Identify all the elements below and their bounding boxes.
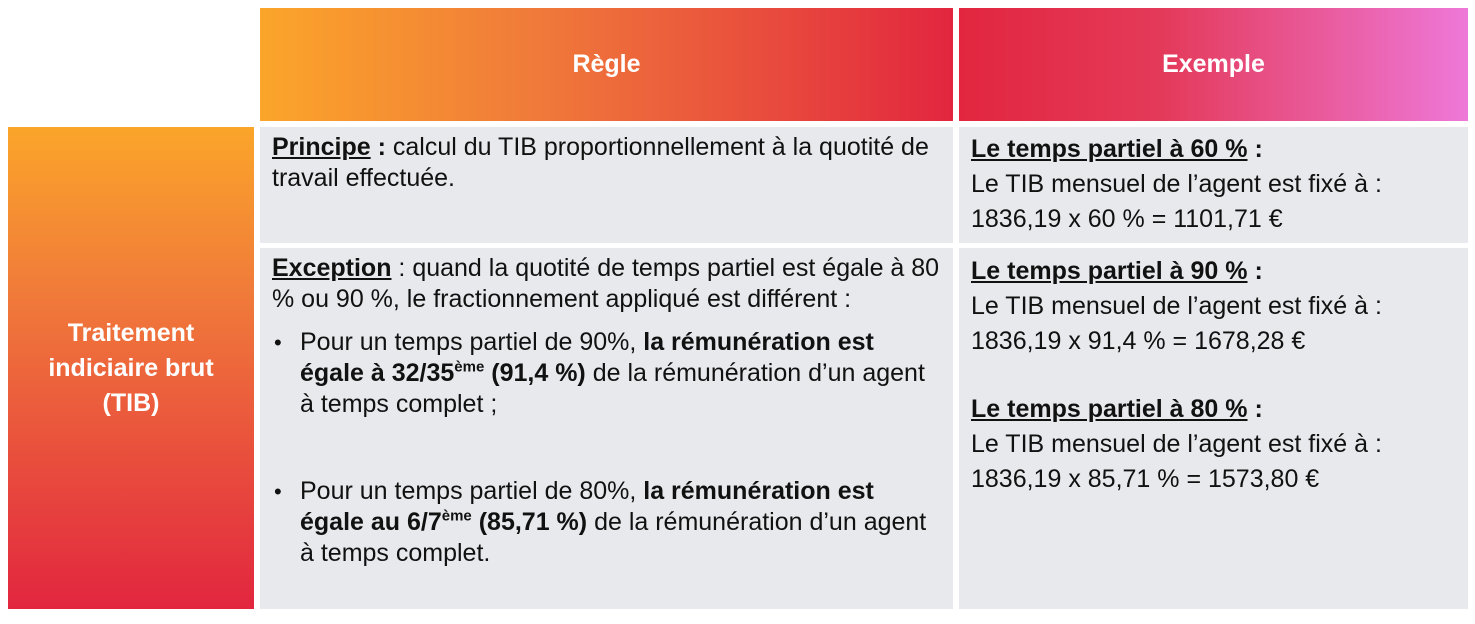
principe-title: Principe bbox=[272, 133, 371, 161]
bullet-90-after: de la rémunération d’un agent à temps complet ; bbox=[300, 359, 925, 418]
example-60-line1: Le TIB mensuel de l’agent est fixé à : bbox=[971, 170, 1382, 198]
bullet-80-bold2: (85,71 %) bbox=[471, 508, 588, 536]
principe-paragraph bbox=[272, 132, 941, 194]
exception-intro: : quand la quotité de temps partiel est égale à 80 % ou 90 %, le fractionnement appliqué est différent : bbox=[272, 254, 940, 313]
header-regle-label: Règle bbox=[572, 50, 641, 78]
principe-cell bbox=[260, 127, 953, 243]
bullet-90-sup: ème bbox=[454, 358, 485, 376]
example-90-heading bbox=[971, 254, 1456, 289]
example-60-title: Le temps partiel à 60 % bbox=[971, 135, 1248, 163]
exception-title: Exception bbox=[272, 254, 392, 282]
row-label-tib bbox=[8, 127, 254, 609]
principe-text: calcul du TIB proportionnellement à la quotité de travail effectuée. bbox=[272, 133, 929, 192]
example-80-colon: : bbox=[1247, 395, 1263, 423]
example-80-line2: 1836,19 x 85,71 % = 1573,80 € bbox=[971, 465, 1320, 493]
example-90-line1: Le TIB mensuel de l’agent est fixé à : bbox=[971, 292, 1382, 320]
bullet-80-bold: la rémunération est égale au 6/7 bbox=[300, 477, 874, 536]
bullet-80-dot: • bbox=[274, 479, 282, 504]
example-90-colon: : bbox=[1247, 257, 1263, 285]
example-60-cell bbox=[959, 127, 1468, 243]
bullet-90 bbox=[272, 327, 941, 420]
example-90-line2: 1836,19 x 91,4 % = 1678,28 € bbox=[971, 327, 1306, 355]
bullet-90-before: Pour un temps partiel de 90%, bbox=[300, 328, 644, 356]
example-90-title: Le temps partiel à 90 % bbox=[971, 257, 1248, 285]
bullet-90-bold2: (91,4 %) bbox=[484, 359, 586, 387]
example-60-line2: 1836,19 x 60 % = 1101,71 € bbox=[971, 205, 1283, 233]
header-exemple bbox=[959, 8, 1468, 121]
bullet-80 bbox=[272, 476, 941, 569]
header-regle bbox=[260, 8, 953, 121]
principe-colon: : bbox=[370, 133, 386, 161]
example-90-80-cell bbox=[959, 248, 1468, 609]
row-label-line3: (TIB) bbox=[102, 388, 160, 417]
bullet-80-before: Pour un temps partiel de 80%, bbox=[300, 477, 644, 505]
example-80-title: Le temps partiel à 80 % bbox=[971, 395, 1248, 423]
row-label-line1: Traitement bbox=[67, 318, 195, 347]
bullet-80-sup: ème bbox=[441, 507, 472, 525]
example-80-heading bbox=[971, 392, 1456, 427]
row-label-line2: indiciaire brut bbox=[48, 353, 214, 382]
example-60-colon: : bbox=[1247, 135, 1263, 163]
example-60-heading bbox=[971, 132, 1456, 167]
header-exemple-label: Exemple bbox=[1162, 50, 1265, 78]
bullet-90-dot: • bbox=[274, 330, 282, 355]
exception-cell bbox=[260, 248, 953, 609]
exception-intro-paragraph bbox=[272, 253, 941, 315]
bullet-90-bold: la rémunération est égale à 32/35 bbox=[300, 328, 874, 387]
example-80-line1: Le TIB mensuel de l’agent est fixé à : bbox=[971, 430, 1382, 458]
bullet-80-after: de la rémunération d’un agent à temps complet. bbox=[300, 508, 927, 567]
